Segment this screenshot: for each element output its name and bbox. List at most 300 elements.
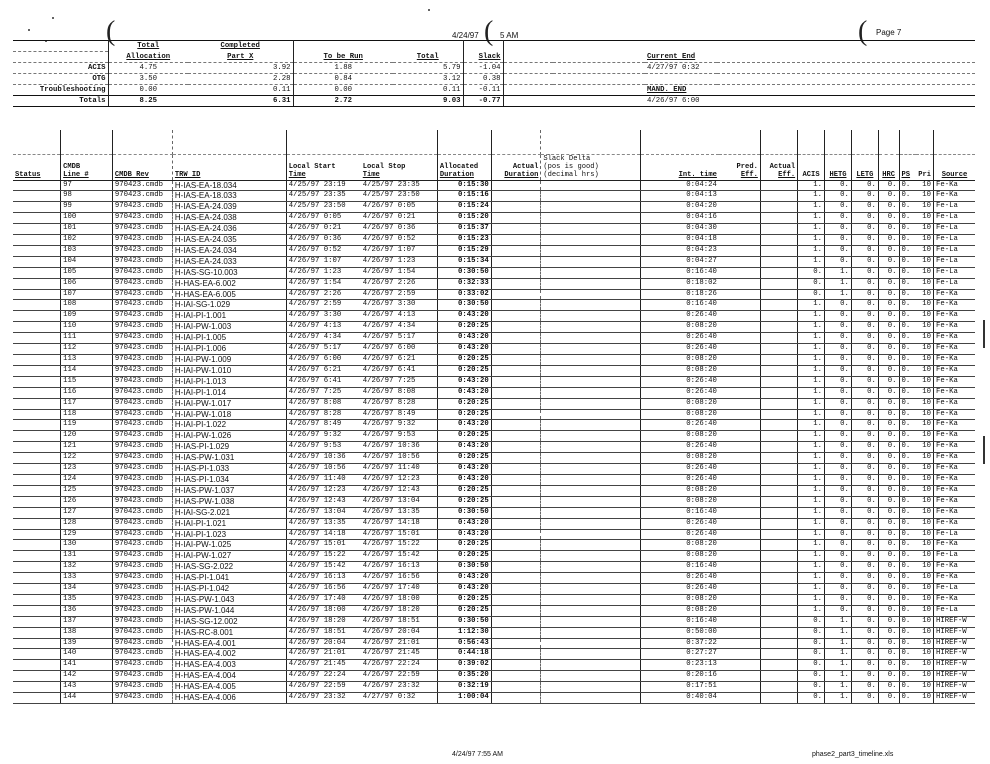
status-cell (13, 180, 61, 191)
cmdb-rev-cell: 970423.cmdb (112, 245, 172, 256)
status-cell (13, 398, 61, 409)
summary-to-be-run: 0.84 (293, 74, 393, 85)
hetg-cell: 0. (825, 562, 852, 573)
ps-cell: 0. (899, 474, 916, 485)
pri-cell: 10 (916, 540, 934, 551)
current-end-value: 4/27/97 0:32 (645, 63, 717, 74)
slack-delta-cell (541, 235, 640, 246)
hetg-cell: 0. (825, 485, 852, 496)
table-row (13, 344, 975, 355)
cmdb-rev-cell: 970423.cmdb (112, 518, 172, 529)
summary-total: 3.12 (393, 74, 463, 85)
trw-id-cell: H-HAS-EA-6.002 (172, 278, 286, 289)
trw-id-cell: H-IAS-PI-1.029 (172, 442, 286, 453)
cmdb-line-cell: 120 (61, 431, 113, 442)
ps-cell: 0. (899, 256, 916, 267)
allocated-duration-cell: 0:15:34 (437, 256, 491, 267)
table-row (13, 387, 975, 398)
source-cell: HIREF-W (933, 682, 975, 693)
cmdb-rev-cell: 970423.cmdb (112, 387, 172, 398)
trw-id-cell: H-IAS-EA-18.033 (172, 191, 286, 202)
summary-table (13, 40, 975, 107)
hetg-cell: 0. (825, 322, 852, 333)
col-pred-eff-1: Pred. (736, 162, 758, 171)
local-stop-cell: 4/26/97 22:24 (361, 660, 438, 671)
slack-delta-cell (541, 355, 640, 366)
int-time-cell: 0:04:30 (640, 224, 719, 235)
allocated-duration-cell: 0:20:25 (437, 409, 491, 420)
local-stop-cell: 4/26/97 10:36 (361, 442, 438, 453)
status-cell (13, 518, 61, 529)
trw-id-cell: H-IAI-PI-1.021 (172, 518, 286, 529)
int-time-cell: 0:08:20 (640, 453, 719, 464)
letg-cell: 0. (851, 289, 878, 300)
table-row (13, 376, 975, 387)
actual-duration-cell (491, 485, 541, 496)
actual-duration-cell (491, 289, 541, 300)
int-time-cell: 0:50:00 (640, 627, 719, 638)
status-cell (13, 442, 61, 453)
cmdb-line-cell: 142 (61, 671, 113, 682)
cmdb-line-cell: 138 (61, 627, 113, 638)
summary-total-allocation: 8.25 (108, 96, 188, 107)
table-row (13, 278, 975, 289)
pred-eff-cell (719, 627, 760, 638)
actual-eff-cell (760, 584, 797, 595)
actual-eff-cell (760, 224, 797, 235)
cmdb-rev-cell: 970423.cmdb (112, 398, 172, 409)
cmdb-rev-cell: 970423.cmdb (112, 409, 172, 420)
ps-cell: 0. (899, 289, 916, 300)
source-cell: Fe-Ka (933, 540, 975, 551)
summary-slack: 0.38 (463, 74, 503, 85)
letg-cell: 0. (851, 245, 878, 256)
table-row (13, 485, 975, 496)
cmdb-rev-cell: 970423.cmdb (112, 355, 172, 366)
local-start-cell: 4/26/97 2:26 (286, 289, 361, 300)
int-time-cell: 0:26:40 (640, 474, 719, 485)
cmdb-rev-cell: 970423.cmdb (112, 562, 172, 573)
acis-cell: 0. (798, 671, 825, 682)
ps-cell: 0. (899, 311, 916, 322)
hrc-cell: 0. (878, 431, 899, 442)
cmdb-rev-cell: 970423.cmdb (112, 365, 172, 376)
summary-row-otg (13, 74, 975, 85)
hrc-cell: 0. (878, 420, 899, 431)
trw-id-cell: H-IAS-EA-24.036 (172, 224, 286, 235)
acis-cell: 1. (798, 333, 825, 344)
slack-delta-cell (541, 387, 640, 398)
int-time-cell: 0:08:20 (640, 485, 719, 496)
status-cell (13, 682, 61, 693)
local-start-cell: 4/25/97 23:19 (286, 180, 361, 191)
status-cell (13, 474, 61, 485)
allocated-duration-cell: 0:43:20 (437, 420, 491, 431)
cmdb-rev-cell: 970423.cmdb (112, 464, 172, 475)
acis-cell: 1. (798, 453, 825, 464)
allocated-duration-cell: 0:30:50 (437, 267, 491, 278)
letg-cell: 0. (851, 529, 878, 540)
ps-cell: 0. (899, 355, 916, 366)
local-start-cell: 4/26/97 7:25 (286, 387, 361, 398)
hrc-cell: 0. (878, 376, 899, 387)
int-time-cell: 0:26:40 (640, 387, 719, 398)
table-row (13, 355, 975, 366)
slack-delta-cell (541, 256, 640, 267)
table-row (13, 398, 975, 409)
local-start-cell: 4/26/97 18:20 (286, 616, 361, 627)
letg-cell: 0. (851, 191, 878, 202)
allocated-duration-cell: 0:43:20 (437, 344, 491, 355)
cmdb-rev-cell: 970423.cmdb (112, 551, 172, 562)
pri-cell: 10 (916, 485, 934, 496)
status-cell (13, 387, 61, 398)
ps-cell: 0. (899, 627, 916, 638)
hetg-cell: 0. (825, 355, 852, 366)
table-row (13, 671, 975, 682)
letg-cell: 0. (851, 431, 878, 442)
pred-eff-cell (719, 311, 760, 322)
binding-hole-mark: ( (858, 16, 868, 47)
pred-eff-cell (719, 562, 760, 573)
hrc-cell: 0. (878, 485, 899, 496)
cmdb-rev-cell: 970423.cmdb (112, 660, 172, 671)
slack-delta-cell (541, 693, 640, 704)
letg-cell: 0. (851, 213, 878, 224)
pri-cell: 10 (916, 529, 934, 540)
pred-eff-cell (719, 540, 760, 551)
cmdb-line-cell: 105 (61, 267, 113, 278)
hetg-cell: 1. (825, 693, 852, 704)
source-cell: Fe-Ka (933, 420, 975, 431)
source-cell: Fe-La (933, 529, 975, 540)
pred-eff-cell (719, 551, 760, 562)
actual-duration-cell (491, 387, 541, 398)
actual-duration-cell (491, 693, 541, 704)
local-start-cell: 4/26/97 1:23 (286, 267, 361, 278)
ps-cell: 0. (899, 562, 916, 573)
hetg-cell: 0. (825, 431, 852, 442)
trw-id-cell: H-HAS-EA-4.005 (172, 682, 286, 693)
allocated-duration-cell: 0:20:25 (437, 322, 491, 333)
actual-eff-cell (760, 235, 797, 246)
trw-id-cell: H-IAS-SG-10.003 (172, 267, 286, 278)
col-local-stop-1: Local Stop (362, 162, 406, 171)
table-row (13, 235, 975, 246)
trw-id-cell: H-IAS-PI-1.042 (172, 584, 286, 595)
ps-cell: 0. (899, 529, 916, 540)
local-stop-cell: 4/26/97 21:45 (361, 649, 438, 660)
hrc-cell: 0. (878, 605, 899, 616)
local-start-cell: 4/26/97 3:30 (286, 311, 361, 322)
allocated-duration-cell: 0:15:16 (437, 191, 491, 202)
source-cell: Fe-La (933, 235, 975, 246)
acis-cell: 1. (798, 529, 825, 540)
int-time-cell: 0:04:23 (640, 245, 719, 256)
letg-cell: 0. (851, 584, 878, 595)
pri-cell: 10 (916, 660, 934, 671)
status-cell (13, 660, 61, 671)
cmdb-line-cell: 101 (61, 224, 113, 235)
hetg-cell: 0. (825, 213, 852, 224)
table-row (13, 660, 975, 671)
pred-eff-cell (719, 671, 760, 682)
acis-cell: 1. (798, 213, 825, 224)
source-cell: Fe-Ka (933, 507, 975, 518)
hrc-cell: 0. (878, 289, 899, 300)
actual-eff-cell (760, 464, 797, 475)
status-cell (13, 584, 61, 595)
trw-id-cell: H-IAI-PI-1.014 (172, 387, 286, 398)
trw-id-cell: H-IAS-PW-1.043 (172, 594, 286, 605)
pred-eff-cell (719, 442, 760, 453)
actual-duration-cell (491, 235, 541, 246)
total-allocation-header: Total (137, 42, 160, 51)
local-stop-cell: 4/26/97 14:18 (361, 518, 438, 529)
hrc-cell: 0. (878, 627, 899, 638)
slack-delta-cell (541, 420, 640, 431)
hetg-cell: 1. (825, 638, 852, 649)
trw-id-cell: H-IAI-PI-1.023 (172, 529, 286, 540)
allocated-duration-cell: 0:43:20 (437, 387, 491, 398)
allocated-duration-cell: 0:32:19 (437, 682, 491, 693)
trw-id-cell: H-IAI-PI-1.006 (172, 344, 286, 355)
source-cell: Fe-Ka (933, 496, 975, 507)
pri-cell: 10 (916, 235, 934, 246)
col-actual-1: Actual (512, 162, 539, 171)
acis-cell: 1. (798, 584, 825, 595)
trw-id-cell: H-IAS-PW-1.037 (172, 485, 286, 496)
source-cell: Fe-La (933, 278, 975, 289)
slack-delta-cell (541, 453, 640, 464)
ps-cell: 0. (899, 584, 916, 595)
col-hetg: HETG (829, 170, 847, 179)
actual-duration-cell (491, 442, 541, 453)
local-stop-cell: 4/26/97 5:17 (361, 333, 438, 344)
actual-duration-cell (491, 322, 541, 333)
trw-id-cell: H-IAI-PW-1.009 (172, 355, 286, 366)
source-cell: Fe-Ka (933, 442, 975, 453)
actual-duration-cell (491, 398, 541, 409)
acis-cell: 1. (798, 355, 825, 366)
table-row (13, 333, 975, 344)
ps-cell: 0. (899, 376, 916, 387)
trw-id-cell: H-IAS-EA-24.038 (172, 213, 286, 224)
source-cell: Fe-Ka (933, 474, 975, 485)
hrc-cell: 0. (878, 322, 899, 333)
actual-eff-cell (760, 649, 797, 660)
cmdb-rev-cell: 970423.cmdb (112, 235, 172, 246)
cmdb-line-cell: 109 (61, 311, 113, 322)
slack-delta-cell (541, 213, 640, 224)
acis-cell: 1. (798, 322, 825, 333)
cmdb-line-cell: 97 (61, 180, 113, 191)
source-cell: Fe-Ka (933, 191, 975, 202)
summary-total-allocation: 3.50 (108, 74, 188, 85)
trw-id-cell: H-IAI-PI-1.005 (172, 333, 286, 344)
allocated-duration-cell: 0:43:20 (437, 442, 491, 453)
int-time-cell: 0:08:20 (640, 365, 719, 376)
local-stop-cell: 4/26/97 11:40 (361, 464, 438, 475)
source-cell: HIREF-W (933, 627, 975, 638)
slack-delta-cell (541, 562, 640, 573)
local-start-cell: 4/26/97 12:43 (286, 496, 361, 507)
trw-id-cell: H-IAS-EA-24.034 (172, 245, 286, 256)
hrc-cell: 0. (878, 540, 899, 551)
status-cell (13, 409, 61, 420)
acis-cell: 1. (798, 245, 825, 256)
status-cell (13, 496, 61, 507)
hetg-cell: 0. (825, 311, 852, 322)
actual-eff-cell (760, 289, 797, 300)
actual-eff-cell (760, 605, 797, 616)
actual-eff-cell (760, 387, 797, 398)
hetg-cell: 1. (825, 682, 852, 693)
source-cell: Fe-Ka (933, 594, 975, 605)
pri-cell: 10 (916, 551, 934, 562)
slack-delta-cell (541, 365, 640, 376)
source-cell: Fe-La (933, 245, 975, 256)
pred-eff-cell (719, 431, 760, 442)
acis-cell: 1. (798, 409, 825, 420)
acis-cell: 0. (798, 682, 825, 693)
local-start-cell: 4/26/97 0:21 (286, 224, 361, 235)
summary-to-be-run: 2.72 (293, 96, 393, 107)
ps-cell: 0. (899, 431, 916, 442)
acis-cell: 1. (798, 235, 825, 246)
col-source: Source (941, 170, 968, 179)
int-time-cell: 0:20:16 (640, 671, 719, 682)
status-cell (13, 420, 61, 431)
cmdb-line-cell: 133 (61, 573, 113, 584)
source-cell: Fe-Ka (933, 355, 975, 366)
local-stop-cell: 4/26/97 15:01 (361, 529, 438, 540)
hrc-cell: 0. (878, 355, 899, 366)
hetg-cell: 0. (825, 245, 852, 256)
col-slack-delta-1: Slack Delta (543, 154, 591, 163)
cmdb-line-cell: 121 (61, 442, 113, 453)
hrc-cell: 0. (878, 333, 899, 344)
source-cell: HIREF-W (933, 693, 975, 704)
summary-to-be-run: 1.88 (293, 63, 393, 74)
actual-duration-cell (491, 562, 541, 573)
trw-id-cell: H-IAS-SG-12.002 (172, 616, 286, 627)
letg-cell: 0. (851, 409, 878, 420)
source-cell: Fe-Ka (933, 333, 975, 344)
status-cell (13, 322, 61, 333)
cmdb-rev-cell: 970423.cmdb (112, 638, 172, 649)
slack-delta-cell (541, 278, 640, 289)
hrc-cell: 0. (878, 573, 899, 584)
status-cell (13, 289, 61, 300)
slack-delta-cell (541, 682, 640, 693)
status-cell (13, 627, 61, 638)
letg-cell: 0. (851, 311, 878, 322)
hetg-cell: 0. (825, 398, 852, 409)
status-cell (13, 333, 61, 344)
status-cell (13, 224, 61, 235)
slack-delta-cell (541, 627, 640, 638)
letg-cell: 0. (851, 355, 878, 366)
actual-eff-cell (760, 573, 797, 584)
hrc-cell: 0. (878, 616, 899, 627)
ps-cell: 0. (899, 235, 916, 246)
actual-eff-cell (760, 627, 797, 638)
pred-eff-cell (719, 289, 760, 300)
acis-cell: 1. (798, 398, 825, 409)
slack-delta-cell (541, 464, 640, 475)
local-start-cell: 4/26/97 8:08 (286, 398, 361, 409)
actual-duration-cell (491, 431, 541, 442)
timeline-rows (13, 180, 975, 704)
actual-eff-cell (760, 256, 797, 267)
local-start-cell: 4/26/97 18:00 (286, 605, 361, 616)
source-cell: HIREF-W (933, 638, 975, 649)
int-time-cell: 0:04:16 (640, 213, 719, 224)
slack-delta-cell (541, 311, 640, 322)
pri-cell: 10 (916, 562, 934, 573)
cmdb-line-cell: 99 (61, 202, 113, 213)
actual-eff-cell (760, 245, 797, 256)
hetg-cell: 0. (825, 224, 852, 235)
local-stop-cell: 4/26/97 0:36 (361, 224, 438, 235)
int-time-cell: 0:08:20 (640, 409, 719, 420)
allocated-duration-cell: 0:43:20 (437, 333, 491, 344)
table-row (13, 431, 975, 442)
table-row (13, 256, 975, 267)
acis-cell: 0. (798, 267, 825, 278)
status-cell (13, 365, 61, 376)
allocated-duration-cell: 0:20:25 (437, 453, 491, 464)
allocated-duration-cell: 1:00:04 (437, 693, 491, 704)
actual-eff-cell (760, 376, 797, 387)
summary-total-allocation: 0.00 (108, 85, 188, 96)
status-cell (13, 594, 61, 605)
hrc-cell: 0. (878, 278, 899, 289)
letg-cell: 0. (851, 256, 878, 267)
pred-eff-cell (719, 376, 760, 387)
hetg-cell: 1. (825, 278, 852, 289)
col-letg: LETG (856, 170, 874, 179)
cmdb-line-cell: 135 (61, 594, 113, 605)
letg-cell: 0. (851, 649, 878, 660)
table-row (13, 409, 975, 420)
actual-duration-cell (491, 507, 541, 518)
source-cell: Fe-La (933, 256, 975, 267)
cmdb-rev-cell: 970423.cmdb (112, 191, 172, 202)
pri-cell: 10 (916, 355, 934, 366)
pri-cell: 10 (916, 518, 934, 529)
acis-cell: 1. (798, 344, 825, 355)
acis-cell: 1. (798, 464, 825, 475)
source-cell: Fe-Ka (933, 300, 975, 311)
actual-eff-cell (760, 322, 797, 333)
int-time-cell: 0:04:18 (640, 235, 719, 246)
local-start-cell: 4/26/97 9:53 (286, 442, 361, 453)
int-time-cell: 0:27:27 (640, 649, 719, 660)
hetg-cell: 1. (825, 660, 852, 671)
actual-duration-cell (491, 213, 541, 224)
actual-eff-cell (760, 496, 797, 507)
ps-cell: 0. (899, 485, 916, 496)
slack-delta-cell (541, 518, 640, 529)
cmdb-line-cell: 104 (61, 256, 113, 267)
actual-duration-cell (491, 344, 541, 355)
actual-duration-cell (491, 616, 541, 627)
slack-delta-cell (541, 496, 640, 507)
int-time-cell: 0:40:04 (640, 693, 719, 704)
cmdb-line-cell: 114 (61, 365, 113, 376)
